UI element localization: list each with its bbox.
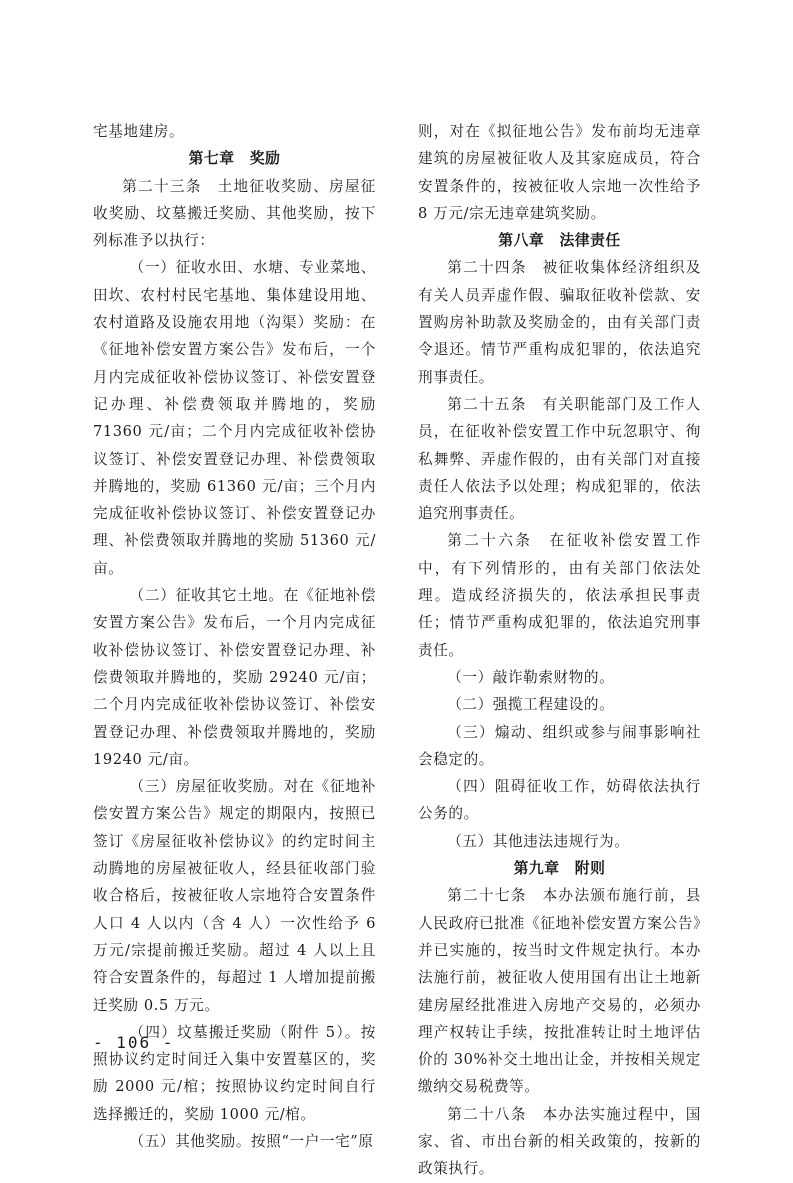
- list-item: （三）煽动、组织或参与闹事影响社会稳定的。: [418, 723, 701, 768]
- reward-item-4: （四）坟墓搬迁奖励（附件 5）。按照协议约定时间迁入集中安置墓区的，奖励 2000 元/棺；按照协议约定时间自行选择搬迁的，奖励 1000 元/棺。: [93, 1023, 376, 1123]
- article-23: 第二十三条 土地征收奖励、房屋征收奖励、坟墓搬迁奖励、其他奖励，按下列标准予以执行：: [93, 177, 376, 250]
- left-column: [93, 118, 376, 1155]
- article-24: 第二十四条 被征收集体经济组织及有关人员弄虚作假、骗取征收补偿款、安置购房补助款及奖励金的，由有关部门责令退还。情节严重构成犯罪的，依法追究刑事责任。: [418, 259, 701, 386]
- list-item: （二）强揽工程建设的。: [447, 696, 615, 714]
- reward-item-2: （二）征收其它土地。在《征地补偿安置方案公告》发布后，一个月内完成征收补偿协议签订、补偿安置登记办理、补偿费领取并腾地的，奖励 29240 元/亩；二个月内完成征收补偿协议签订、补偿安置登记办理、补偿费领取并腾地的，奖励 19240 元/亩。: [93, 587, 376, 768]
- article-26: 第二十六条 在征收补偿安置工作中，有下列情形的，由有关部门依法处理。造成经济损失的，依法承担民事责任；情节严重构成犯罪的，依法追究刑事责任。: [418, 532, 701, 659]
- right-column: [418, 118, 701, 1183]
- chapter-8-heading: 第八章 法律责任: [498, 232, 621, 250]
- paragraph: 宅基地建房。: [93, 123, 185, 140]
- article-28: 第二十八条 本办法实施过程中，国家、省、市出台新的相关政策的，按新的政策执行。: [418, 1105, 701, 1178]
- article-25: 第二十五条 有关职能部门及工作人员，在征收补偿安置工作中玩忽职守、徇私舞弊、弄虚作假的，由有关部门对直接责任人依法予以处理；构成犯罪的，依法追究刑事责任。: [418, 395, 701, 523]
- list-item: （一）敲诈勒索财物的。: [447, 668, 615, 686]
- paragraph: 则，对在《拟征地公告》发布前均无违章建筑的房屋被征收人及其家庭成员，符合安置条件的，按被征收人宗地一次性给予 8 万元/宗无违章建筑奖励。: [418, 123, 701, 222]
- list-item: （四）阻碍征收工作，妨碍依法执行公务的。: [418, 778, 701, 823]
- page-number: - 106 -: [93, 1033, 175, 1052]
- chapter-9-heading: 第九章 附则: [513, 860, 606, 878]
- chapter-7-heading: 第七章 奖励: [188, 150, 281, 168]
- reward-item-3: （三）房屋征收奖励。对在《征地补偿安置方案公告》规定的期限内，按照已签订《房屋征收补偿协议》的约定时间主动腾地的房屋被征收人，经县征收部门验收合格后，按被征收人宗地符合安置条件人口 4 人以内（含 4 人）一次性给予 6 万元/宗提前搬迁奖励。超过 4 人以上且符合安置条件的，每超过 1 人增加提前搬迁奖励 0.5 万元。: [93, 778, 376, 1014]
- article-27: 第二十七条 本办法颁布施行前，县人民政府已批准《征地补偿安置方案公告》并已实施的，按当时文件规定执行。本办法施行前，被征收人使用国有出让土地新建房屋经批准进入房地产交易的，必须办理产权转让手续，按批准转让时土地评估价的 30%补交土地出让金，并按相关规定缴纳交易税费等。: [418, 887, 701, 1096]
- reward-item-1: （一）征收水田、水塘、专业菜地、田坎、农村村民宅基地、集体建设用地、农村道路及设施农用地（沟渠）奖励：在《征地补偿安置方案公告》发布后，一个月内完成征收补偿协议签订、补偿安置登记办理、补偿费领取并腾地的，奖励 71360 元/亩；二个月内完成征收补偿协议签订、补偿安置登记办理、补偿费领取并腾地的，奖励 61360 元/亩；三个月内完成征收补偿协议签订、补偿安置登记办理、补偿费领取并腾地的奖励 51360 元/亩。: [93, 259, 376, 577]
- list-item: （五）其他违法违规行为。: [447, 832, 630, 850]
- reward-item-5: （五）其他奖励。按照“一户一宅”原: [129, 1132, 374, 1150]
